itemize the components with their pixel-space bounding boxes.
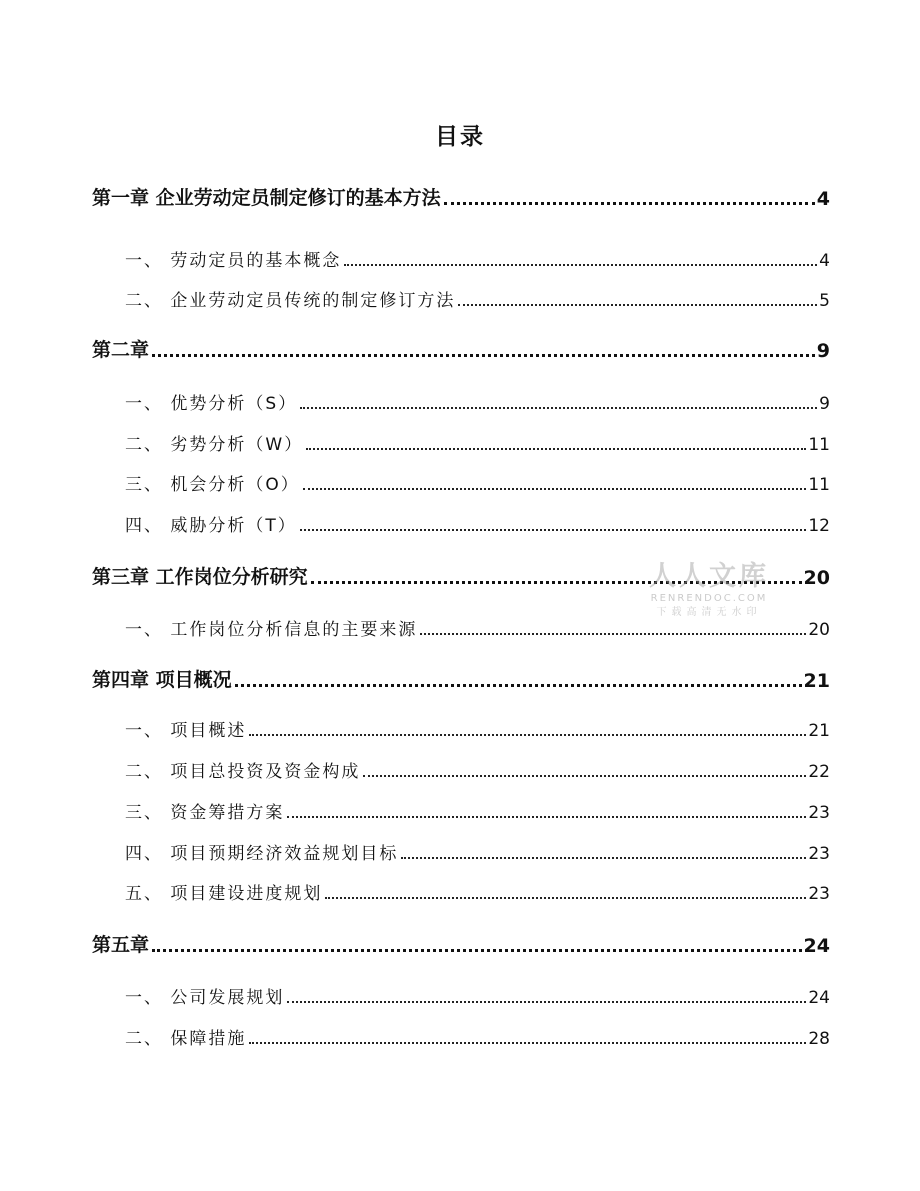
toc-entry-chapter-4[interactable] — [92, 664, 830, 692]
toc-entry-label: 第三章 工作岗位分析研究 — [92, 566, 308, 588]
toc-entry-label: 第四章 项目概况 — [92, 669, 232, 691]
toc-entry-section[interactable] — [125, 1023, 830, 1049]
toc-entry-chapter-1[interactable] — [92, 182, 830, 210]
dot-leader — [325, 897, 806, 899]
dot-leader — [152, 354, 815, 357]
toc-entry-label: 二、 劣势分析（W） — [125, 435, 304, 455]
watermark-domain: RENRENDOC.COM — [650, 593, 768, 604]
toc-entry-section[interactable] — [125, 715, 830, 741]
toc-entry-label: 四、 项目预期经济效益规划目标 — [125, 844, 399, 864]
toc-entry-label: 一、 项目概述 — [125, 721, 247, 741]
toc-entry-label: 二、 保障措施 — [125, 1029, 247, 1049]
toc-entry-page: 12 — [808, 516, 830, 536]
dot-leader — [420, 633, 806, 635]
toc-entry-label: 二、 项目总投资及资金构成 — [125, 762, 361, 782]
toc-entry-page: 20 — [803, 567, 830, 589]
toc-entry-section[interactable] — [125, 756, 830, 782]
dot-leader — [300, 529, 807, 531]
toc-entry-chapter-2[interactable] — [92, 334, 830, 362]
toc-entry-label: 一、 劳动定员的基本概念 — [125, 251, 342, 271]
toc-entry-section[interactable] — [125, 510, 830, 536]
dot-leader — [303, 488, 807, 490]
toc-entry-page: 23 — [808, 844, 830, 864]
dot-leader — [235, 684, 802, 687]
toc-entry-page: 4 — [819, 251, 830, 271]
dot-leader — [287, 816, 806, 818]
toc-entry-page: 24 — [808, 988, 830, 1008]
dot-leader — [458, 304, 817, 306]
toc-entry-page: 23 — [808, 884, 830, 904]
toc-entry-page: 23 — [808, 803, 830, 823]
toc-entry-section[interactable] — [125, 388, 830, 414]
toc-entry-page: 9 — [816, 340, 830, 362]
dot-leader — [363, 775, 806, 777]
toc-entry-page: 9 — [819, 394, 830, 414]
watermark — [645, 562, 773, 620]
dot-leader — [306, 448, 806, 450]
dot-leader — [401, 857, 806, 859]
dot-leader — [287, 1001, 806, 1003]
toc-entry-label: 二、 企业劳动定员传统的制定修订方法 — [125, 291, 456, 311]
toc-entry-label: 五、 项目建设进度规划 — [125, 884, 323, 904]
toc-entry-page: 4 — [816, 188, 830, 210]
toc-entry-label: 一、 工作岗位分析信息的主要来源 — [125, 620, 418, 640]
toc-entry-label: 一、 优势分析（S） — [125, 394, 298, 414]
dot-leader — [249, 1042, 806, 1044]
toc-entry-page: 11 — [808, 435, 830, 455]
toc-entry-label: 四、 威胁分析（T） — [125, 516, 297, 536]
toc-entry-label: 第二章 — [92, 339, 150, 361]
toc-entry-section[interactable] — [125, 285, 830, 311]
toc-entry-page: 22 — [808, 762, 830, 782]
toc-entry-section[interactable] — [125, 469, 830, 495]
dot-leader — [344, 264, 817, 266]
toc-entry-chapter-5[interactable] — [92, 929, 830, 957]
toc-entry-page: 24 — [803, 935, 830, 957]
toc-entry-page: 21 — [803, 670, 830, 692]
toc-entry-section[interactable] — [125, 245, 830, 271]
toc-entry-section[interactable] — [125, 429, 830, 455]
watermark-logo: 人人文库 — [649, 561, 769, 592]
toc-entry-section[interactable] — [125, 838, 830, 864]
dot-leader — [444, 202, 815, 205]
dot-leader — [152, 949, 802, 952]
toc-entry-label: 三、 资金筹措方案 — [125, 803, 285, 823]
toc-entry-section[interactable] — [125, 878, 830, 904]
toc-entry-label: 第一章 企业劳动定员制定修订的基本方法 — [92, 187, 441, 209]
toc-entry-page: 11 — [808, 475, 830, 495]
toc-entry-label: 三、 机会分析（O） — [125, 475, 300, 495]
toc-entry-page: 5 — [819, 291, 830, 311]
toc-entry-section[interactable] — [125, 797, 830, 823]
toc-entry-section[interactable] — [125, 982, 830, 1008]
watermark-tagline: 下载高清无水印 — [656, 607, 762, 618]
dot-leader — [249, 734, 806, 736]
toc-title: 目录 — [435, 124, 485, 150]
toc-entry-label: 第五章 — [92, 934, 150, 956]
dot-leader — [300, 407, 817, 409]
toc-entry-label: 一、 公司发展规划 — [125, 988, 285, 1008]
toc-entry-page: 21 — [808, 721, 830, 741]
toc-entry-page: 28 — [808, 1029, 830, 1049]
toc-entry-page: 20 — [808, 620, 830, 640]
